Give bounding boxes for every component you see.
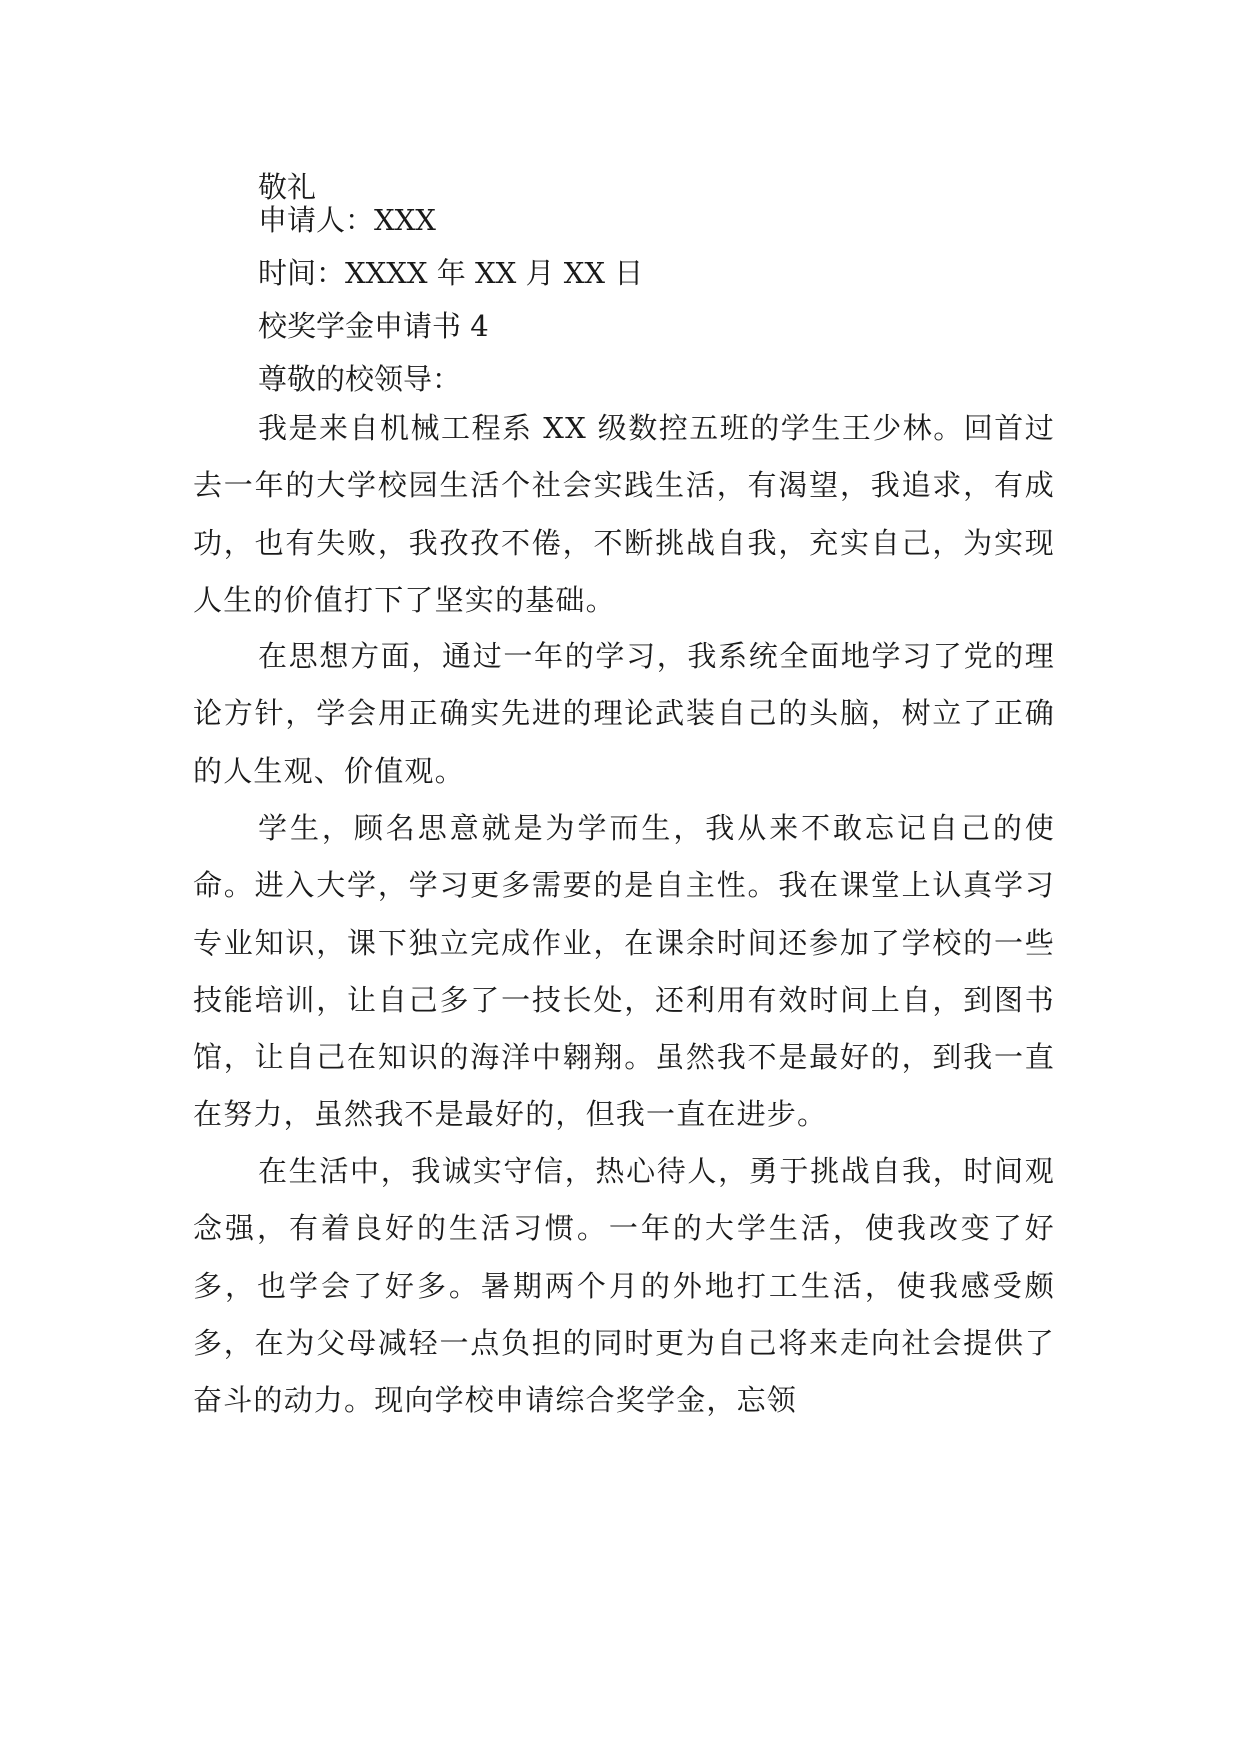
body-paragraph: 在生活中，我诚实守信，热心待人，勇于挑战自我，时间观念强，有着良好的生活习惯。一年的大学生活，使我改变了好多，也学会了好多。暑期两个月的外地打工生活，使我感受颇多，在为父母减轻一点负担的同时更为自己将来走向社会提供了奋斗的动力。现向学校申请综合奖学金，忘领 [193, 1154, 1055, 1418]
salutation-line: 尊敬的校领导： [258, 362, 462, 396]
date-line: 时间：XXXX 年 XX 月 XX 日 [258, 256, 644, 290]
body-paragraph: 在思想方面，通过一年的学习，我系统全面地学习了党的理论方针，学会用正确实先进的理论武装自己的头脑，树立了正确的人生观、价值观。 [193, 639, 1055, 788]
letter-title: 校奖学金申请书 4 [258, 309, 489, 343]
body-paragraph: 我是来自机械工程系 XX 级数控五班的学生王少林。回首过去一年的大学校园生活个社会实践生活，有渴望，我追求，有成功，也有失败，我孜孜不倦，不断挑战自我，充实自己，为实现人生的价值打下了坚实的基础。 [193, 411, 1055, 617]
closing-line: 敬礼 [258, 170, 317, 204]
applicant-line: 申请人：XXX [258, 203, 436, 237]
body-paragraph: 学生，顾名思意就是为学而生，我从来不敢忘记自己的使命。进入大学，学习更多需要的是自主性。我在课堂上认真学习专业知识，课下独立完成作业，在课余时间还参加了学校的一些技能培训，让自己多了一技长处，还利用有效时间上自，到图书馆，让自己在知识的海洋中翱翔。虽然我不是最好的，到我一直在努力，虽然我不是最好的，但我一直在进步。 [193, 811, 1055, 1132]
